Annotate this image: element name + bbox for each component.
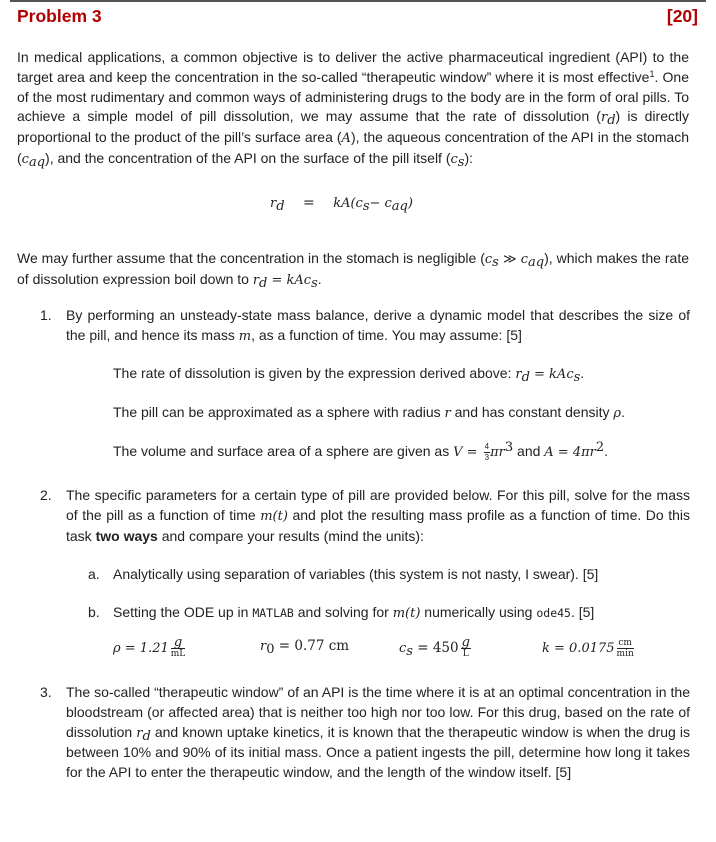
param-surface-conc: $c_s = 450$ $\frac{g}{L}$ xyxy=(399,635,470,659)
param-rate-constant: k = 0.0175 $\frac{cm}{\min}$ xyxy=(542,638,634,659)
assumption-rate: The rate of dissolution is given by the expression derived above: $r_d = kAc_s$. xyxy=(113,365,585,385)
assumption-paragraph: We may further assume that the concentration in the stomach is negligible ($c_s$ ≫ $c_{aq}$), which makes the rate of dissolution expression boil down to $r_d = kAc_s$. xyxy=(17,250,689,291)
emphasis-two-ways: two ways xyxy=(95,527,158,544)
intro-paragraph: In medical applications, a common objective is to deliver the active pharmaceutical ingredient (API) to the target area and keep the concentration in the so-called “therapeutic window” where it is most effective$^1$. One of the most rudimentary and common ways of administering drugs to the body are in the form of oral pills. To achieve a simple model of pill dissolution, we may assume that the rate of dissolution $(r_d)$ is directly proportional to the product of the pill’s surface area (A), the aqueous concentration of the API in the stomach $(c_{aq})$, and the concentration of the API on the surface of the pill itself $(c_s)$: xyxy=(17,49,690,170)
question-3: 3. The so-called “therapeutic window” of an API is the time where it is at an optimal concentration in the bloodstream (or affected area) that is neither too high nor too low. For this drug, based on the rate of dissolution $r_d$ and known uptake kinetics, it is known that the therapeutic window is when the drug is between 10% and 90% of its initial mass. Once a patient ingests the pill, determine how long it takes for the API to enter the therapeutic window, and the length of the window itself. [5] xyxy=(40,684,690,781)
question-2: 2. The specific parameters for a certain type of pill are provided below. For this pill, solve for the mass of the pill as a function of time m(t) and plot the resulting mass profile as a function of time. Do this task two ways and compare your results (mind the units): xyxy=(40,487,690,544)
param-radius: $r_0 = 0.77$ cm xyxy=(260,638,350,657)
top-rule xyxy=(10,0,706,2)
param-density: ρ = 1.21 $\frac{g}{mL}$ xyxy=(113,635,186,659)
question-2b: b. Setting the ODE up in MATLAB and solving for m(t) numerically using ode45. [5] xyxy=(88,604,595,621)
ode45-text: ode45 xyxy=(536,606,571,620)
assumption-geometry: The volume and surface area of a sphere are given as V = $\frac{4}{3}$ $\pi r^3$ and $A = 4\pi r^2$. xyxy=(113,440,609,462)
assumption-sphere: The pill can be approximated as a sphere with radius r and has constant density ρ. xyxy=(113,404,625,421)
problem-points: [20] xyxy=(666,6,698,26)
problem-header xyxy=(17,6,698,30)
matlab-text: MATLAB xyxy=(252,606,294,620)
problem-title: Problem 3 xyxy=(17,6,102,26)
footnote-marker[interactable]: 1 xyxy=(649,68,655,79)
question-2a: a. Analytically using separation of variables (this system is not nasty, I swear). [5] xyxy=(88,566,599,582)
dissolution-equation: $r_d = kA(c_s- c_{aq})$ xyxy=(270,195,413,214)
question-1: 1. By performing an unsteady-state mass balance, derive a dynamic model that describes the size of the pill, and hence its mass m, as a function of time. You may assume: [5] xyxy=(40,307,690,344)
